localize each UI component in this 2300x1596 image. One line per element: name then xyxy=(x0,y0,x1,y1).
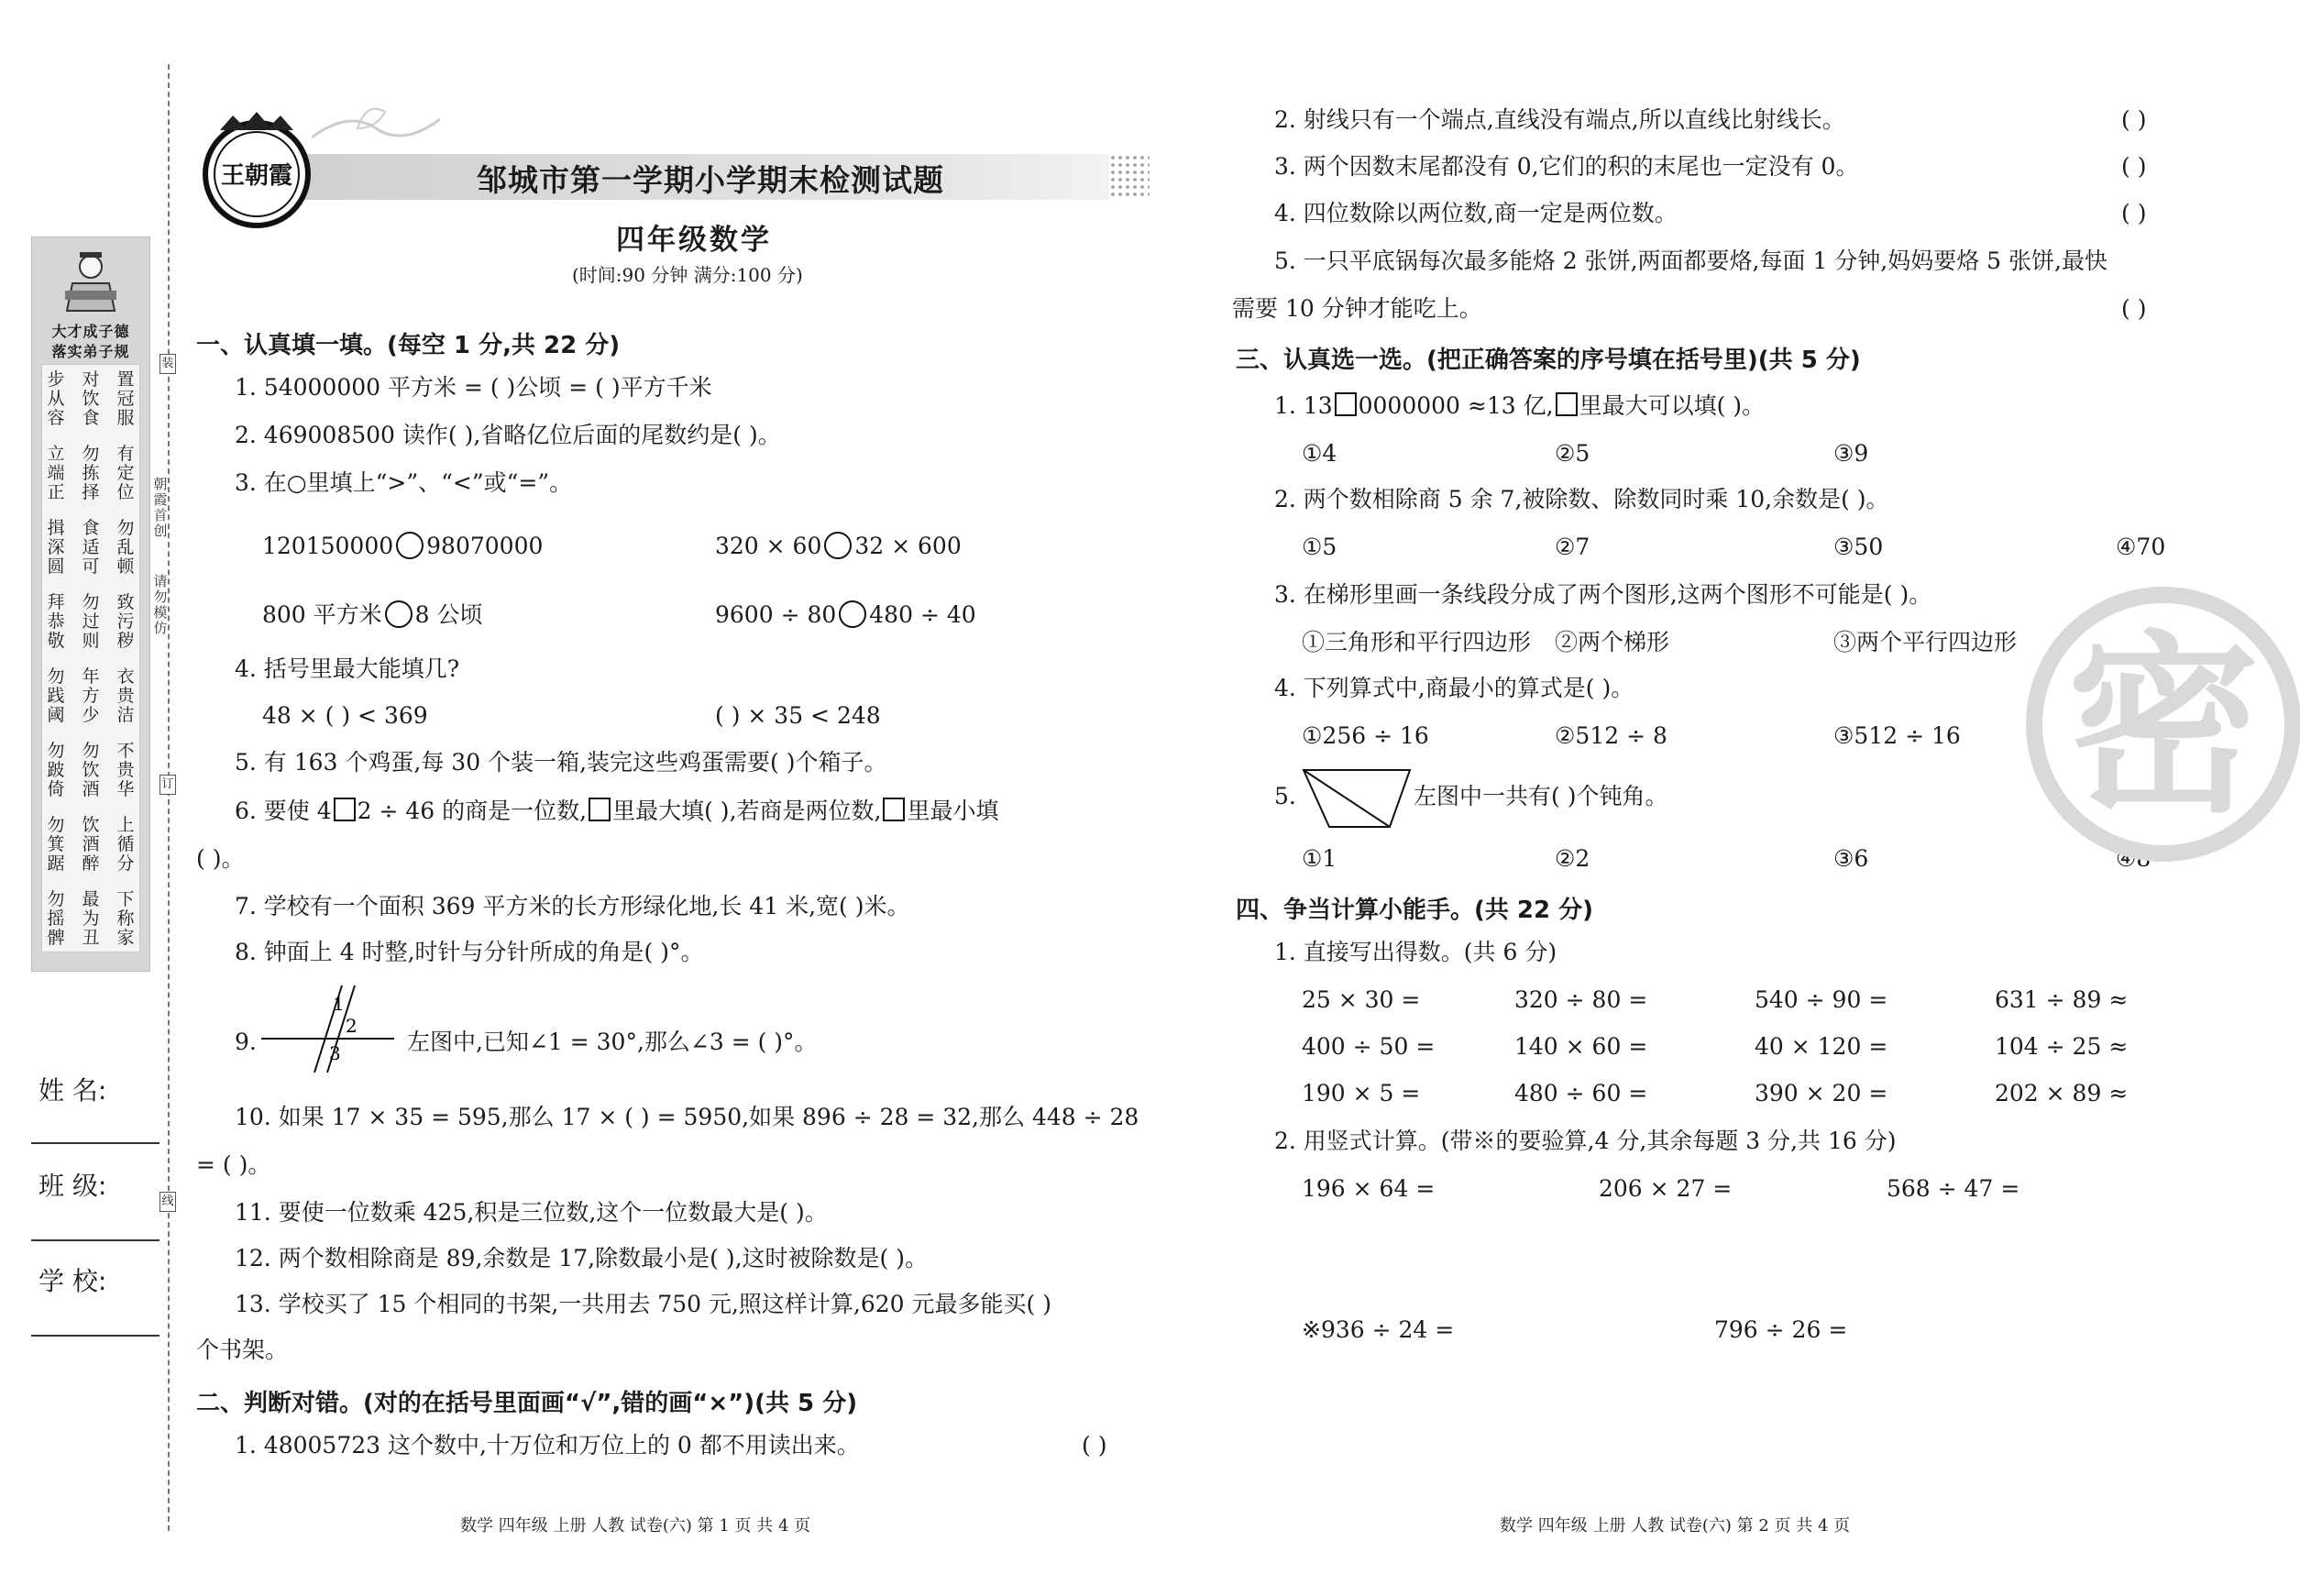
s2-item-2: 2. 射线只有一个端点,直线没有端点,所以直线比射线长。 xyxy=(1274,106,1845,133)
s1-q10: 10. 如果 17 × 35 = 595,那么 17 × ( ) = 5950,如果 896 ÷ 28 = 32,那么 448 ÷ 28 xyxy=(235,1104,1139,1130)
footer-page-2: 数学 四年级 上册 人教 试卷(六) 第 2 页 共 4 页 xyxy=(1500,1516,1851,1535)
binding-mark-2: 订 xyxy=(160,775,176,795)
s1-q3d-left: 9600 ÷ 80 xyxy=(715,601,837,628)
mental-math-item: 320 ÷ 80 = xyxy=(1514,986,1648,1013)
mental-math-item: 480 ÷ 60 = xyxy=(1514,1080,1648,1106)
s1-q4: 4. 括号里最大能填几? xyxy=(235,655,460,682)
binding-mark-1: 装 xyxy=(160,354,176,374)
rule-group xyxy=(46,890,136,948)
digit-box[interactable] xyxy=(334,798,356,821)
section1-heading: 一、认真填一填。(每空 1 分,共 22 分) xyxy=(196,332,621,359)
side-note-1: 朝 霞 首 创 xyxy=(153,476,168,539)
s1-q11: 11. 要使一位数乘 425,积是三位数,这个一位数最大是( )。 xyxy=(235,1199,828,1226)
mental-math-item: 104 ÷ 25 ≈ xyxy=(1995,1033,2129,1060)
s1-q3d-right: 480 ÷ 40 xyxy=(869,601,976,628)
vert-calc-2: 206 × 27 = xyxy=(1599,1175,1733,1202)
s2-item-4: 4. 四位数除以两位数,商一定是两位数。 xyxy=(1274,200,1678,226)
ribbon-decoration-icon xyxy=(312,101,440,156)
section2-heading: 二、判断对错。(对的在括号里面画“√”,错的画“×”)(共 5 分) xyxy=(196,1390,858,1417)
s4-sub1: 1. 直接写出得数。(共 6 分) xyxy=(1274,939,1557,965)
s2-answer-2[interactable]: ( ) xyxy=(2121,106,2147,133)
name-line[interactable] xyxy=(31,1142,160,1144)
rules-sidebar xyxy=(31,237,150,972)
rule-column: 勿 摇 髀 xyxy=(47,889,65,948)
s1-q6-mid: 2 ÷ 46 的商是一位数, xyxy=(357,798,588,824)
rule-column: 上 循 分 xyxy=(116,815,135,874)
exam-subtitle: 四年级数学 xyxy=(616,224,772,257)
binding-mark-3: 线 xyxy=(160,1192,176,1212)
s2-item-5: 5. 一只平底锅每次最多能烙 2 张饼,两面都要烙,每面 1 分钟,妈妈要烙 5 张饼,最快 xyxy=(1274,248,2107,274)
s2-answer-4[interactable]: ( ) xyxy=(2121,200,2147,226)
s3-q5-opt-3: ③6 xyxy=(1833,845,1869,872)
digit-box[interactable] xyxy=(589,798,611,821)
s1-q7: 7. 学校有一个面积 369 平方米的长方形绿化地,长 41 米,宽( )米。 xyxy=(235,893,910,919)
angle-1-label: 1 xyxy=(333,993,345,1015)
s3-q4-opt-1: ①256 ÷ 16 xyxy=(1302,722,1429,749)
digit-box[interactable] xyxy=(1556,392,1578,416)
footer-page-1: 数学 四年级 上册 人教 试卷(六) 第 1 页 共 4 页 xyxy=(460,1516,811,1535)
s3-q4: 4. 下列算式中,商最小的算式是( )。 xyxy=(1274,675,1634,701)
s1-q3a xyxy=(262,532,543,560)
s1-q6 xyxy=(235,798,998,825)
rule-column: 衣 贵 洁 xyxy=(116,666,135,725)
s3-q2-opt-1: ①5 xyxy=(1302,534,1337,560)
rule-group xyxy=(46,742,136,799)
vert-calc-4: ※936 ÷ 24 = xyxy=(1302,1316,1455,1343)
s3-q1-post2: 里最大可以填( )。 xyxy=(1579,392,1766,419)
school-line[interactable] xyxy=(31,1335,160,1337)
s1-q8: 8. 钟面上 4 时整,时针与分针所成的角是( )°。 xyxy=(235,939,704,965)
rule-group xyxy=(46,816,136,874)
digit-box[interactable] xyxy=(1335,392,1357,416)
s1-q6-post: 里最小填 xyxy=(907,798,999,824)
student-figure-icon xyxy=(60,247,122,320)
s1-q4b: ( ) × 35 < 248 xyxy=(715,702,881,729)
rule-group xyxy=(46,593,136,651)
section4-heading: 四、争当计算小能手。(共 22 分) xyxy=(1236,897,1594,924)
angle-2-label: 2 xyxy=(346,1015,358,1037)
rule-column: 勿 跛 倚 xyxy=(47,741,65,799)
rule-column: 最 为 丑 xyxy=(82,889,100,948)
s1-q3a-left: 120150000 xyxy=(262,533,394,559)
rule-column: 不 贵 华 xyxy=(116,741,135,799)
rule-column: 步 从 容 xyxy=(47,369,65,428)
s3-q1-opt-1: ①4 xyxy=(1302,440,1337,467)
s1-q9-num: 9. xyxy=(235,1029,257,1055)
s1-q3b xyxy=(715,532,962,560)
s2-item-3: 3. 两个因数末尾都没有 0,它们的积的末尾也一定没有 0。 xyxy=(1274,153,1859,180)
s3-q2-opt-3: ③50 xyxy=(1833,534,1884,560)
angle-3-label: 3 xyxy=(329,1042,341,1064)
s1-q3c xyxy=(262,600,483,629)
name-label: 姓 名: xyxy=(39,1075,107,1106)
mental-math-item: 202 × 89 ≈ xyxy=(1995,1080,2129,1106)
secret-watermark xyxy=(2026,587,2300,862)
rule-column: 有 定 位 xyxy=(116,444,135,502)
mental-math-item: 25 × 30 = xyxy=(1302,986,1421,1013)
s3-q3: 3. 在梯形里画一条线段分成了两个图形,这两个图形不可能是( )。 xyxy=(1274,581,1932,608)
rule-column: 勿 拣 择 xyxy=(82,444,100,502)
rule-column: 拜 恭 敬 xyxy=(47,592,65,651)
motto-line-1: 大才成子德 xyxy=(51,323,130,340)
rule-group xyxy=(46,519,136,577)
s1-q4a: 48 × ( ) < 369 xyxy=(262,702,428,729)
mental-math-item: 140 × 60 = xyxy=(1514,1033,1648,1060)
s3-q5-opt-1: ①1 xyxy=(1302,845,1337,872)
mental-math-item: 40 × 120 = xyxy=(1755,1033,1888,1060)
s2-item-1: 1. 48005723 这个数中,十万位和万位上的 0 都不用读出来。 xyxy=(235,1432,860,1458)
s3-q1 xyxy=(1274,392,1765,420)
rule-group xyxy=(46,370,136,428)
s2-answer-3[interactable]: ( ) xyxy=(2121,153,2147,180)
s3-q1-pre: 1. 13 xyxy=(1274,392,1333,419)
s3-q4-opt-3: ③512 ÷ 16 xyxy=(1833,722,1961,749)
s1-q1: 1. 54000000 平方米 = ( )公顷 = ( )平方千米 xyxy=(235,374,712,401)
rule-group xyxy=(46,667,136,725)
mental-math-item: 631 ÷ 89 ≈ xyxy=(1995,986,2129,1013)
s1-q13-cont: 个书架。 xyxy=(196,1337,289,1363)
rules-panel xyxy=(41,364,140,952)
trapezoid-diagram xyxy=(1302,768,1412,829)
rule-column: 年 方 少 xyxy=(82,666,100,725)
exam-time-info: (时间:90 分钟 满分:100 分) xyxy=(572,264,803,286)
s3-q2-opt-4: ④70 xyxy=(2116,534,2166,560)
binding-dashed-line xyxy=(168,64,170,1531)
rule-group xyxy=(46,445,136,502)
s1-q3: 3. 在○里填上“>”、“<”或“=”。 xyxy=(235,469,573,496)
s3-q3-opt-3: ③两个平行四边形 xyxy=(1833,629,2018,655)
rule-column: 勿 过 则 xyxy=(82,592,100,651)
rule-column: 致 污 秽 xyxy=(116,592,135,651)
mental-math-item: 190 × 5 = xyxy=(1302,1080,1421,1106)
compare-circle[interactable] xyxy=(839,600,866,628)
section3-heading: 三、认真选一选。(把正确答案的序号填在括号里)(共 5 分) xyxy=(1236,347,1861,374)
s1-q10-cont: = ( )。 xyxy=(196,1151,271,1178)
s3-q5-opt-2: ②2 xyxy=(1555,845,1590,872)
s3-q4-opt-2: ②512 ÷ 8 xyxy=(1555,722,1667,749)
s3-q5-opt-4: ④8 xyxy=(2116,845,2151,872)
exam-title: 邹城市第一学期小学期末检测试题 xyxy=(477,162,944,198)
vert-calc-3: 568 ÷ 47 = xyxy=(1887,1175,2020,1202)
s1-q3a-right: 98070000 xyxy=(426,533,544,559)
s3-q3-opt-2: ②两个梯形 xyxy=(1555,629,1670,655)
s3-q3-opt-1: ①三角形和平行四边形 xyxy=(1302,629,1532,655)
s3-q1-opt-3: ③9 xyxy=(1833,440,1869,467)
s2-item-5-cont: 需要 10 分钟才能吃上。 xyxy=(1232,295,1482,322)
class-line[interactable] xyxy=(31,1239,160,1241)
class-label: 班 级: xyxy=(39,1171,107,1201)
rule-column: 勿 箕 踞 xyxy=(47,815,65,874)
rule-column: 勿 践 阈 xyxy=(47,666,65,725)
s1-q3b-left: 320 × 60 xyxy=(715,533,822,559)
s3-q5-num: 5. xyxy=(1274,783,1296,809)
vert-calc-5: 796 ÷ 26 = xyxy=(1714,1316,1848,1343)
s1-q3c-left: 800 平方米 xyxy=(262,601,382,628)
s1-q9-text: 左图中,已知∠1 = 30°,那么∠3 = ( )°。 xyxy=(407,1029,818,1055)
angle-diagram xyxy=(261,981,399,1073)
s1-q13: 13. 学校买了 15 个相同的书架,一共用去 750 元,照这样计算,620 元最多能买( ) xyxy=(235,1291,1051,1317)
logo-text: 王朝霞 xyxy=(220,162,293,190)
dot-pattern xyxy=(1109,154,1150,200)
rule-column: 对 饮 食 xyxy=(82,369,100,428)
rule-column: 揖 深 圆 xyxy=(47,518,65,577)
s1-q6-cont: ( )。 xyxy=(196,845,245,872)
school-label: 学 校: xyxy=(39,1266,107,1296)
rules-grid xyxy=(46,370,136,964)
rule-column: 勿 乱 顿 xyxy=(116,518,135,577)
s1-q12: 12. 两个数相除商是 89,余数是 17,除数最小是( ),这时被除数是( )。 xyxy=(235,1245,928,1271)
s1-q6-mid2: 里最大填( ),若商是两位数, xyxy=(612,798,882,824)
s1-q3c-right: 8 公顷 xyxy=(414,601,483,628)
logo-icon xyxy=(196,110,317,231)
mental-math-item: 400 ÷ 50 = xyxy=(1302,1033,1436,1060)
s1-q3d xyxy=(715,600,976,629)
rule-column: 勿 饮 酒 xyxy=(82,741,100,799)
rule-column: 立 端 正 xyxy=(47,444,65,502)
s3-q2-opt-2: ②7 xyxy=(1555,534,1590,560)
s3-q1-opt-2: ②5 xyxy=(1555,440,1590,467)
side-note-2: 请 勿 模 仿 xyxy=(153,573,168,636)
s3-q5-text: 左图中一共有( )个钝角。 xyxy=(1414,783,1668,809)
s1-q5: 5. 有 163 个鸡蛋,每 30 个装一箱,装完这些鸡蛋需要( )个箱子。 xyxy=(235,749,887,776)
s2-answer-1[interactable]: ( ) xyxy=(1082,1432,1107,1458)
s1-q3b-right: 32 × 600 xyxy=(854,533,962,559)
s3-q1-post: 0000000 ≈13 亿, xyxy=(1358,392,1554,419)
rule-column: 食 适 可 xyxy=(82,518,100,577)
s2-answer-5[interactable]: ( ) xyxy=(2121,295,2147,322)
s4-sub2: 2. 用竖式计算。(带※的要验算,4 分,其余每题 3 分,共 16 分) xyxy=(1274,1128,1897,1154)
mental-math-item: 390 × 20 = xyxy=(1755,1080,1888,1106)
s3-q2: 2. 两个数相除商 5 余 7,被除数、除数同时乘 10,余数是( )。 xyxy=(1274,486,1889,512)
rule-column: 饮 酒 醉 xyxy=(82,815,100,874)
digit-box[interactable] xyxy=(883,798,905,821)
s1-q2: 2. 469008500 读作( ),省略亿位后面的尾数约是( )。 xyxy=(235,422,781,448)
compare-circle[interactable] xyxy=(824,532,852,559)
watermark-glyph: 密 xyxy=(2066,614,2260,839)
compare-circle[interactable] xyxy=(385,600,413,628)
vert-calc-1: 196 × 64 = xyxy=(1302,1175,1436,1202)
rule-column: 置 冠 服 xyxy=(116,369,135,428)
mental-math-item: 540 ÷ 90 = xyxy=(1755,986,1888,1013)
s1-q6-pre: 6. 要使 4 xyxy=(235,798,332,824)
motto-line-2: 落实弟子规 xyxy=(51,343,130,360)
rule-column: 下 称 家 xyxy=(116,889,135,948)
compare-circle[interactable] xyxy=(396,532,424,559)
